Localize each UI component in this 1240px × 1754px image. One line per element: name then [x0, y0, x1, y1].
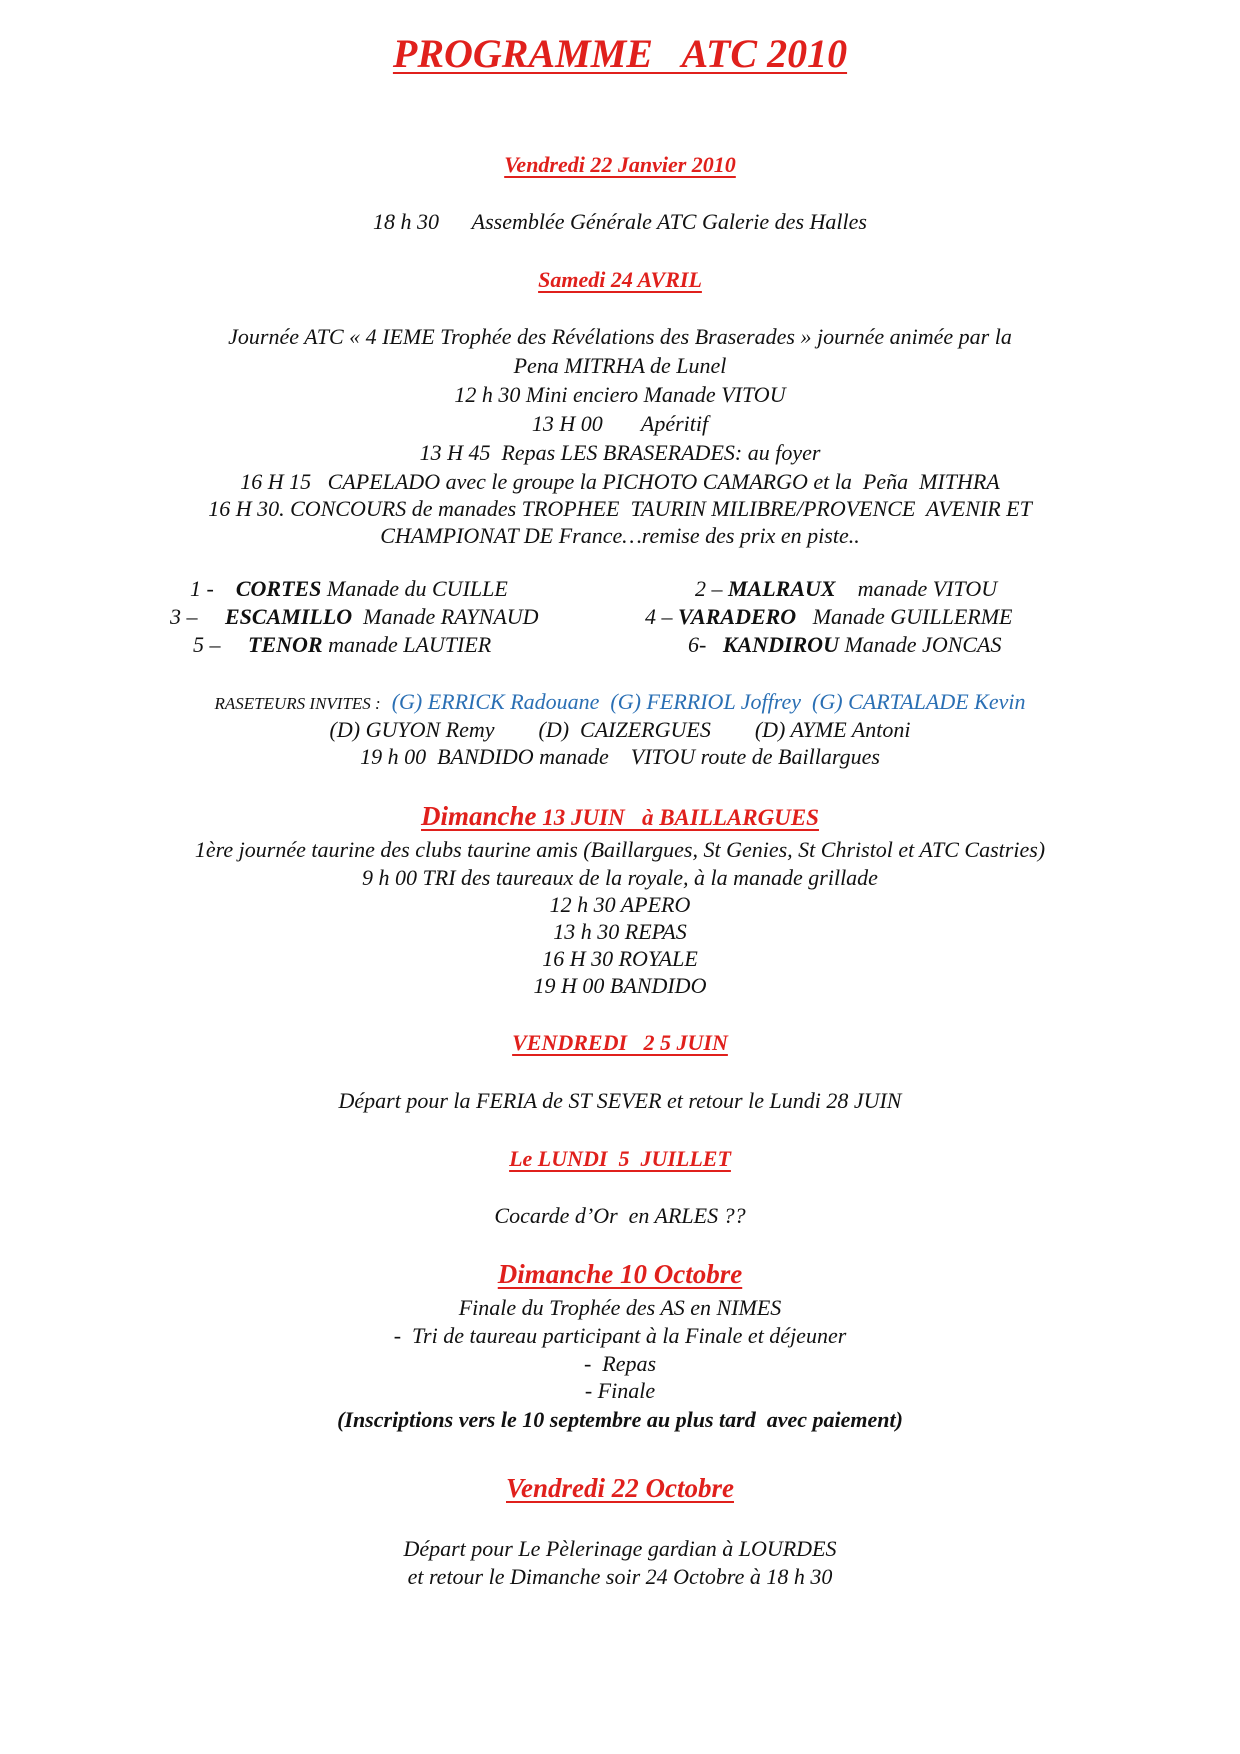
juin-line: 1ère journée taurine des clubs taurine amis (Baillargues, St Genies, St Christol et ATC Castries) — [194, 837, 1046, 862]
manade-entry — [645, 603, 1013, 631]
manade-owner: Manade du CUILLE — [321, 576, 508, 601]
octobre-line: - Repas — [583, 1351, 657, 1376]
manade-entry — [193, 631, 491, 659]
manade-entry — [190, 575, 508, 603]
manade-number: 4 – — [645, 604, 678, 629]
avril-line: Journée ATC « 4 IEME Trophée des Révélations des Braserades » journée animée par la — [228, 324, 1012, 349]
assemblee-line: 18 h 30 Assemblée Générale ATC Galerie des Halles — [373, 209, 867, 234]
section-heading-octobre-22: Vendredi 22 Octobre — [506, 1473, 734, 1503]
manade-entry — [695, 575, 997, 603]
feria-line: Départ pour la FERIA de ST SEVER et retour le Lundi 28 JUIN — [338, 1088, 902, 1113]
manade-name: KANDIROU — [722, 632, 839, 657]
manade-number: 1 - — [190, 576, 236, 601]
manade-name: TENOR — [248, 632, 323, 657]
avril-line: 12 h 30 Mini enciero Manade VITOU — [454, 382, 786, 407]
avril-line: CHAMPIONAT DE France…remise des prix en piste.. — [380, 523, 860, 548]
page-title: PROGRAMME ATC 2010 — [392, 31, 848, 76]
section-heading-avril: Samedi 24 AVRIL — [538, 267, 702, 292]
manade-owner: manade VITOU — [835, 576, 998, 601]
section-heading-juin — [0, 800, 1240, 834]
lourdes-line: Départ pour Le Pèlerinage gardian à LOURDES — [403, 1536, 837, 1561]
section-heading-25-juin: VENDREDI 2 5 JUIN — [512, 1030, 728, 1055]
manade-owner: Manade JONCAS — [838, 632, 1002, 657]
section-heading-janvier: Vendredi 22 Janvier 2010 — [504, 152, 736, 177]
manade-name: ESCAMILLO — [225, 604, 353, 629]
manade-owner: manade LAUTIER — [322, 632, 492, 657]
manade-owner: Manade GUILLERME — [796, 604, 1013, 629]
heading-dimanche: Dimanche — [421, 801, 537, 831]
raseteurs-line — [0, 688, 1240, 718]
manade-entry — [170, 603, 539, 631]
juin-line: 13 h 30 REPAS — [553, 919, 687, 944]
cocarde-line: Cocarde d’Or en ARLES ?? — [494, 1203, 746, 1228]
octobre-line: - Tri de taureau participant à la Finale et déjeuner — [393, 1323, 847, 1348]
juin-line: 12 h 30 APERO — [549, 892, 691, 917]
manade-entry — [688, 631, 1002, 659]
manade-number: 2 – — [695, 576, 728, 601]
section-heading-octobre-10: Dimanche 10 Octobre — [497, 1259, 743, 1289]
bandido-line: 19 h 00 BANDIDO manade VITOU route de Baillargues — [360, 744, 880, 769]
raseteurs-label: RASETEURS INVITES : — [214, 694, 381, 713]
juin-line: 19 H 00 BANDIDO — [533, 973, 707, 998]
octobre-line: - Finale — [584, 1378, 656, 1403]
manade-name: VARADERO — [678, 604, 797, 629]
manade-number: 6- — [688, 632, 723, 657]
avril-line: 16 H 30. CONCOURS de manades TROPHEE TAURIN MILIBRE/PROVENCE AVENIR ET — [208, 496, 1032, 521]
inscriptions-note: (Inscriptions vers le 10 septembre au plus tard avec paiement) — [337, 1407, 903, 1432]
manade-name: CORTES — [235, 576, 322, 601]
avril-line: 13 H 00 Apéritif — [531, 411, 709, 436]
juin-line: 16 H 30 ROYALE — [542, 946, 698, 971]
manade-number: 3 – — [170, 604, 225, 629]
octobre-line: Finale du Trophée des AS en NIMES — [458, 1295, 782, 1320]
lourdes-line: et retour le Dimanche soir 24 Octobre à 18 h 30 — [407, 1564, 833, 1589]
juin-line: 9 h 00 TRI des taureaux de la royale, à la manade grillade — [362, 865, 878, 890]
avril-line: Pena MITRHA de Lunel — [513, 353, 727, 378]
heading-date: 13 JUIN à BAILLARGUES — [536, 805, 819, 830]
manade-name: MALRAUX — [728, 576, 836, 601]
raseteurs-d: (D) GUYON Remy (D) CAIZERGUES (D) AYME Antoni — [329, 717, 911, 742]
section-heading-juillet: Le LUNDI 5 JUILLET — [509, 1146, 731, 1171]
avril-line: 13 H 45 Repas LES BRASERADES: au foyer — [419, 440, 821, 465]
manade-number: 5 – — [193, 632, 248, 657]
raseteurs-g: (G) ERRICK Radouane (G) FERRIOL Joffrey (G) CARTALADE Kevin — [380, 689, 1026, 714]
manade-owner: Manade RAYNAUD — [352, 604, 539, 629]
avril-line: 16 H 15 CAPELADO avec le groupe la PICHOTO CAMARGO et la Peña MITHRA — [240, 469, 1000, 494]
